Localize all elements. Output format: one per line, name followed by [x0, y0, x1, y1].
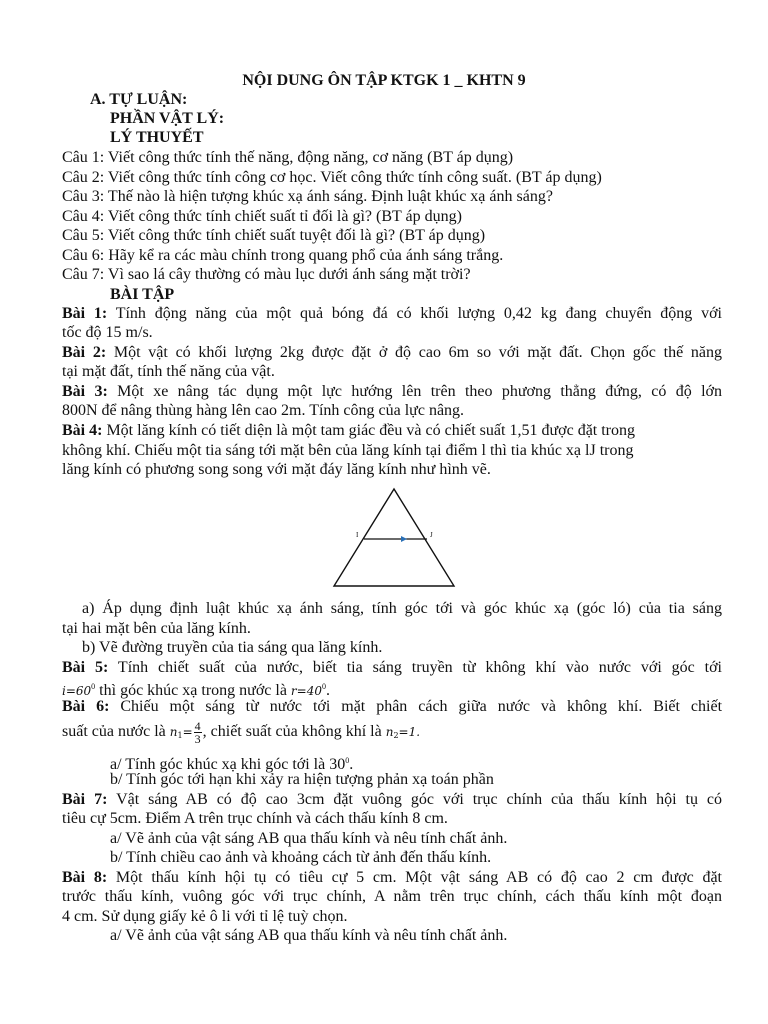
n1-fraction: $\frac{4}{3}$ [194, 719, 201, 746]
bai4-part-b: b) Vẽ đường truyền của tia sáng qua lăng kính. [82, 639, 383, 656]
bai4-label: Bài 4: [62, 422, 103, 439]
question-7: Câu 7: Vì sao lá cây thường có màu lục dưới ánh sáng mặt trời? [62, 266, 471, 283]
question-5: Câu 5: Viết công thức tính chiết suất tuyệt đối là gì? (BT áp dụng) [62, 227, 486, 244]
bai8-line3: 4 cm. Sử dụng giấy kẻ ô li với tỉ lệ tuỳ chọn. [62, 908, 348, 925]
physics-part-heading: PHẦN VẬT LÝ: [110, 110, 225, 127]
bai3-line2: 800N để nâng thùng hàng lên cao 2m. Tính công của lực nâng. [62, 402, 465, 419]
document-title: NỘI DUNG ÔN TẬP KTGK 1 _ KHTN 9 [242, 72, 526, 89]
question-2: Câu 2: Viết công thức tính công cơ học. Viết công thức tính công suất. (BT áp dụng) [62, 169, 602, 186]
bai2-line2: tại mặt đất, tính thế năng của vật. [62, 363, 275, 380]
theory-heading: LÝ THUYẾT [110, 129, 204, 146]
exercises-heading: BÀI TẬP [110, 286, 175, 303]
bai1-label: Bài 1: [62, 305, 108, 322]
point-j-label: J [430, 531, 433, 539]
i-formula: i=60 [62, 684, 92, 698]
section-a-heading: A. TỰ LUẬN: [90, 91, 188, 108]
bai3-line1: Bài 3: Một xe nâng tác dụng một lực hướng lên trên theo phương thẳng đứng, có độ lớn [62, 383, 723, 400]
bai8-line2: trước thấu kính, vuông góc với trục chính, A nằm trên trục chính, cách thấu kính một đoạn [62, 888, 722, 905]
bai8-part-a: a/ Vẽ ảnh của vật sáng AB qua thấu kính và nêu tính chất ảnh. [110, 927, 508, 944]
bai5-line1: Bài 5: Tính chiết suất của nước, biết tia sáng truyền từ không khí vào nước với góc tới [62, 659, 722, 676]
bai2-label: Bài 2: [62, 344, 107, 361]
bai7-line2: tiêu cự 5cm. Điểm A trên trục chính và cách thấu kính 8 cm. [62, 810, 448, 827]
bai1-line2: tốc độ 15 m/s. [62, 324, 153, 341]
question-4: Câu 4: Viết công thức tính chiết suất tỉ đối là gì? (BT áp dụng) [62, 208, 462, 225]
r-formula: r=40 [290, 684, 322, 698]
bai6-part-a: a/ Tính góc khúc xạ khi góc tới là $30^0$. [110, 756, 354, 773]
n2-symbol: n [385, 725, 394, 740]
prism-figure [330, 484, 460, 592]
bai6-line1: Bài 6: Chiếu một sáng từ nước tới mặt phân cách giữa nước và không khí. Biết chiết [62, 698, 723, 715]
bai7-part-b: b/ Tính chiều cao ảnh và khoảng cách từ ảnh đến thấu kính. [110, 849, 492, 866]
bai7-part-a: a/ Vẽ ảnh của vật sáng AB qua thấu kính và nêu tính chất ảnh. [110, 830, 508, 847]
bai6-part-b: b/ Tính góc tới hạn khi xảy ra hiện tượng phản xạ toán phần [110, 771, 494, 788]
bai2-line1: Bài 2: Một vật có khối lượng 2kg được đặt ở độ cao 6m so với mặt đất. Chọn gốc thế năng [62, 344, 723, 361]
bai4-part-a-line2: tại hai mặt bên của lăng kính. [62, 620, 251, 637]
bai4-line3: lăng kính có phương song song với mặt đáy lăng kính như hình vẽ. [62, 461, 491, 478]
bai4-line1: Bài 4: Một lăng kính có tiết diện là một tam giác đều và có chiết suất 1,51 được đặt trong [62, 422, 636, 439]
bai6-label: Bài 6: [62, 698, 110, 715]
prism-triangle [334, 489, 454, 586]
bai7-label: Bài 7: [62, 791, 108, 808]
bai1-line1: Bài 1: Tính động năng của một quả bóng đá có khối lượng 0,42 kg đang chuyển động với [62, 305, 722, 322]
bai4-line2: không khí. Chiếu một tia sáng tới mặt bên của lăng kính tại điểm l thì tia khúc xạ lJ trong [62, 442, 634, 459]
bai8-line1: Bài 8: Một thấu kính hội tụ có tiêu cự 5 cm. Một vật sáng AB có độ cao 2 cm được đặt [62, 869, 723, 886]
bai4-part-a-line1: a) Áp dụng định luật khúc xạ ánh sáng, tính góc tới và góc khúc xạ (góc ló) của tia sáng [82, 600, 722, 617]
bai5-label: Bài 5: [62, 659, 109, 676]
ray-arrow-icon [401, 536, 407, 542]
bai7-line1: Bài 7: Vật sáng AB có độ cao 3cm đặt vuông góc với trục chính của thấu kính hội tụ có [62, 791, 722, 808]
n1-symbol: n [169, 725, 178, 740]
bai6-line2: suất của nước là $n_1=$ $\frac{4}{3}$ , chiết suất của không khí là $n_2=1$. [62, 719, 421, 746]
bai3-label: Bài 3: [62, 383, 108, 400]
question-3: Câu 3: Thế nào là hiện tượng khúc xạ ánh sáng. Định luật khúc xạ ánh sáng? [62, 188, 553, 205]
bai5-line2: $i=60^0$ thì góc khúc xạ trong nước là $r=40^0$. [62, 682, 330, 699]
bai8-label: Bài 8: [62, 869, 108, 886]
question-6: Câu 6: Hãy kể ra các màu chính trong quang phổ của ánh sáng trắng. [62, 247, 504, 264]
question-1: Câu 1: Viết công thức tính thế năng, động năng, cơ năng (BT áp dụng) [62, 149, 514, 166]
point-i-label: I [356, 531, 359, 539]
